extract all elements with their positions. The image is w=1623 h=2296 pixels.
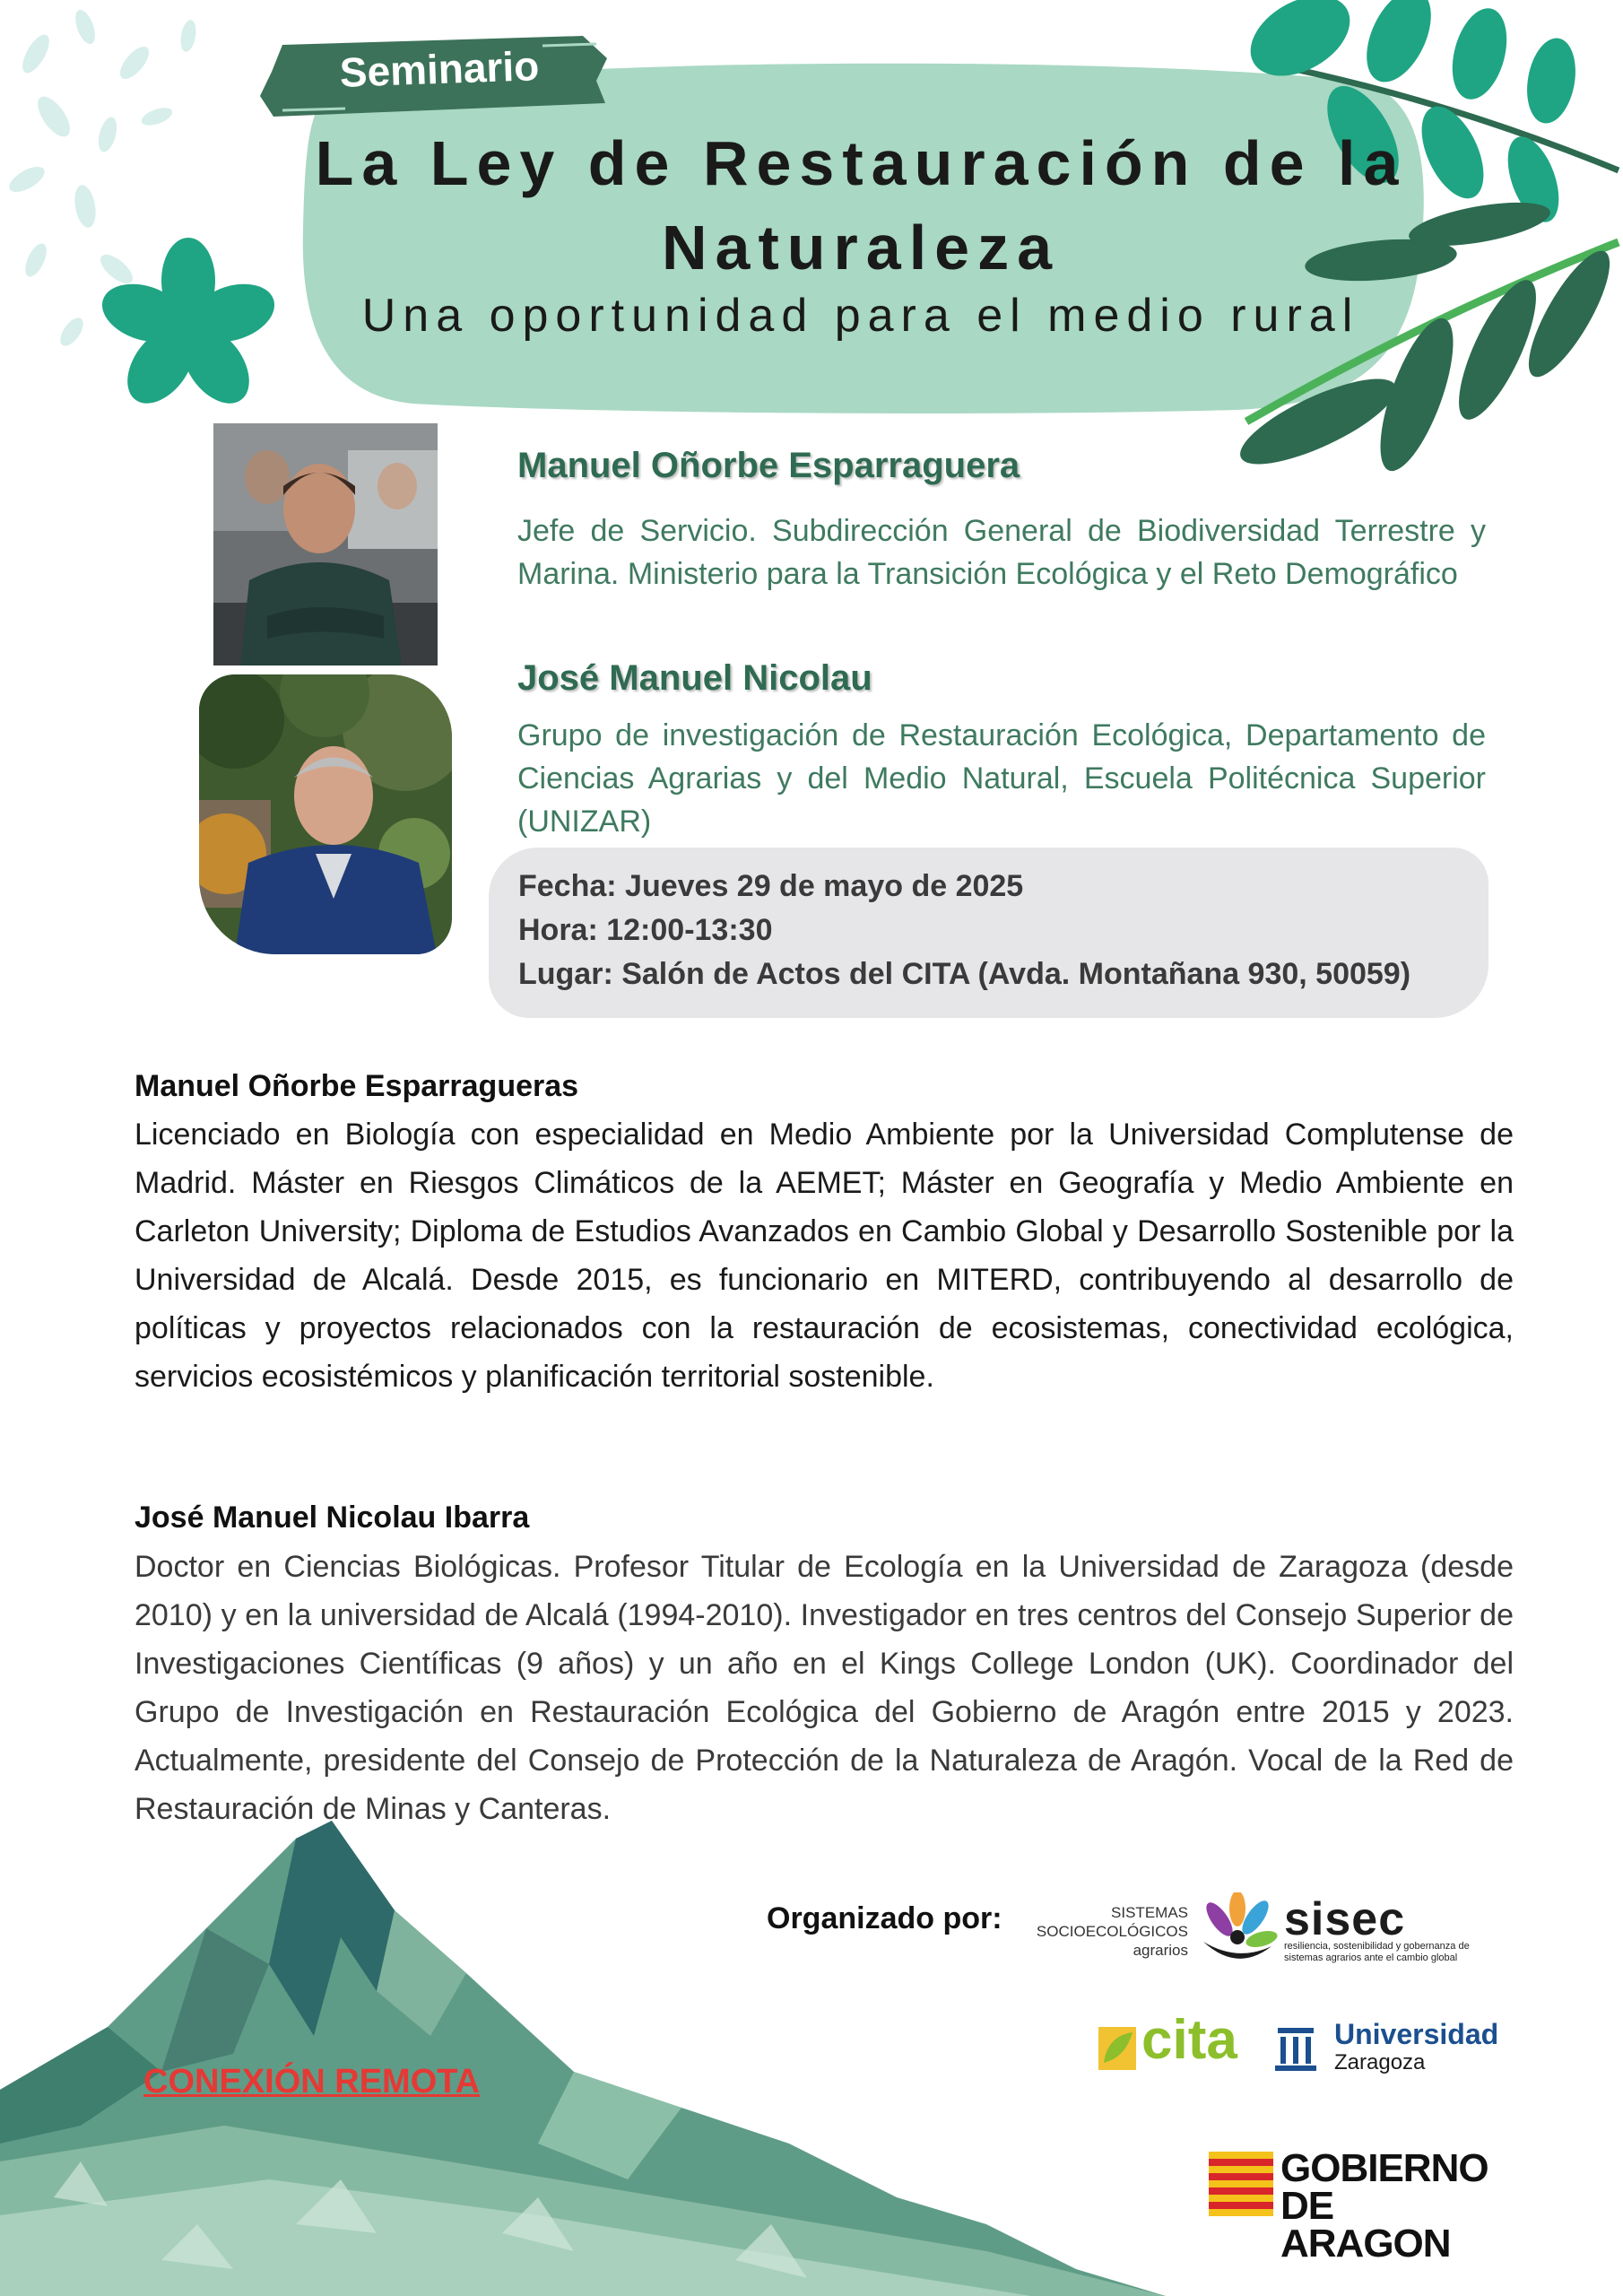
speaker-photo-2 <box>199 674 452 954</box>
gobierno-line-2: DE ARAGON <box>1280 2184 1451 2266</box>
speaker-name-1: Manuel Oñorbe Esparraguera <box>517 446 1020 485</box>
gobierno-line-1: GOBIERNO <box>1280 2146 1488 2190</box>
remote-connection-link[interactable]: CONEXIÓN REMOTA <box>143 2063 481 2100</box>
unizar-logo <box>1275 2018 1499 2081</box>
speaker-name-2: José Manuel Nicolau <box>517 658 872 698</box>
unizar-line-1: Universidad <box>1334 2018 1499 2050</box>
cita-name: cita <box>1141 2009 1237 2071</box>
cita-logo <box>1098 2009 1242 2085</box>
bio-text-1: Licenciado en Biología con especialidad en Medio Ambiente por la Universidad Complutense de Madrid. Máster en Riesgos Climáticos de la AEMET; Máster en Geografía y Medio Ambiente en Carleton University; Diploma de Estudios Avanzados en Cambio Global y Desarrollo Sostenible por la Universidad de Alcalá. Desde 2015, es funcionario en MITERD, contribuyendo al desarrollo de políticas y proyectos relacionados con la restauración de ecosistemas, conectividad ecológica, servicios ecosistémicos y planificación territorial sostenible. <box>135 1118 1514 1394</box>
sisec-logo <box>1022 1892 1506 1964</box>
cita-leaf-icon <box>1098 2027 1136 2070</box>
organized-by-label: Organizado por: <box>767 1901 1002 1935</box>
speaker-photo-1 <box>213 423 438 665</box>
title-line-2: Naturaleza <box>661 213 1061 283</box>
page-subtitle: Una oportunidad para el medio rural <box>361 290 1360 342</box>
unizar-line-2: Zaragoza <box>1334 2050 1426 2074</box>
speaker-role-1: Jefe de Servicio. Subdirección General de Biodiversidad Terrestre y Marina. Ministerio para la Transición Ecológica y el Reto Demográfico <box>517 514 1486 591</box>
sisec-flower-icon <box>1194 1892 1280 1964</box>
bio-text-2: Doctor en Ciencias Biológicas. Profesor Titular de Ecología en la Universidad de Zaragoza (desde 2010) y en la universidad de Alcalá (1994-2010). Investigador en tres centros del Consejo Superior de Investigaciones Científicas (9 años) y un año en el Kings College London (UK). Coordinador del Grupo de Investigación en Restauración Ecológica del Gobierno de Aragón entre 2015 y 2023. Actualmente, presidente del Consejo de Protección de la Naturaleza de Aragón. Vocal de la Red de Restauración de Minas y Canteras. <box>135 1550 1514 1826</box>
bio-title-1: Manuel Oñorbe Esparragueras <box>135 1069 579 1103</box>
sisec-tagline-2: sistemas agrarios ante el cambio global <box>1284 1952 1458 1963</box>
sisec-line-1: SISTEMAS <box>1111 1904 1188 1921</box>
gobierno-aragon-logo <box>1209 2146 1505 2266</box>
event-date: Fecha: Jueves 29 de mayo de 2025 <box>518 869 1024 903</box>
event-time: Hora: 12:00-13:30 <box>518 913 773 947</box>
seminario-label: Seminario <box>338 42 541 96</box>
unizar-building-icon <box>1275 2022 1316 2073</box>
sisec-line-2: SOCIOECOLÓGICOS <box>1036 1923 1188 1940</box>
aragon-flag-icon <box>1209 2152 1273 2216</box>
event-place: Lugar: Salón de Actos del CITA (Avda. Montañana 930, 50059) <box>518 957 1411 991</box>
speaker-role-2: Grupo de investigación de Restauración Ecológica, Departamento de Ciencias Agrarias y del Medio Natural, Escuela Politécnica Superior (UNIZAR) <box>517 718 1486 839</box>
sisec-tagline-1: resiliencia, sostenibilidad y gobernanza de <box>1284 1941 1470 1952</box>
sisec-name: sisec <box>1284 1893 1406 1945</box>
title-line-1: La Ley de Restauración de la <box>315 128 1407 198</box>
bio-title-2: José Manuel Nicolau Ibarra <box>135 1500 530 1535</box>
flower-icon <box>94 238 282 417</box>
page-title <box>269 121 1453 290</box>
sisec-line-3: agrarios <box>1133 1942 1188 1959</box>
mountain-illustration <box>0 1803 1255 2296</box>
